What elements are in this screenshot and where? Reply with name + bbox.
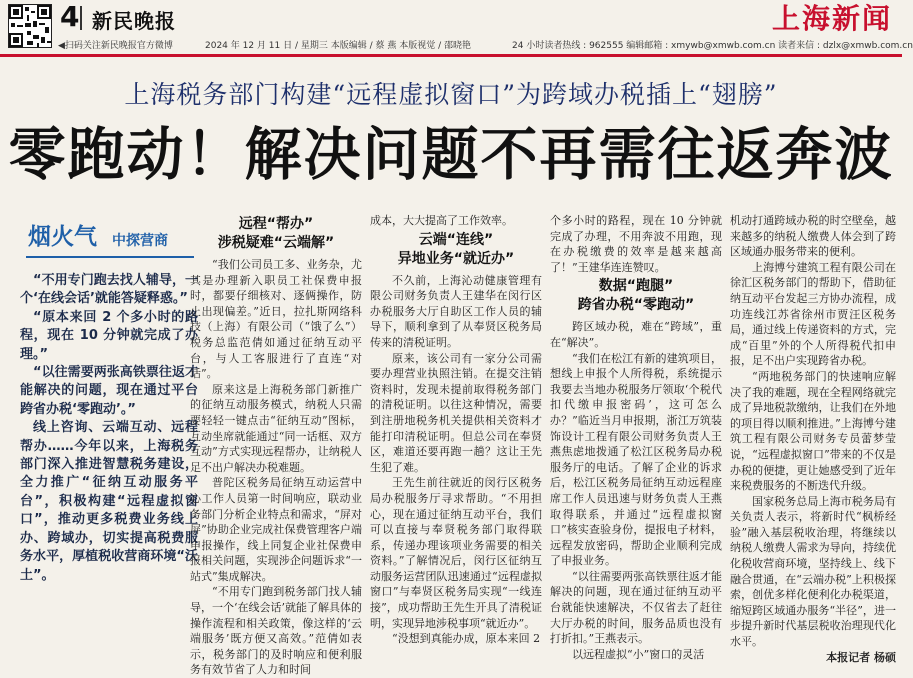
- subhead-remote-help: [190, 215, 362, 253]
- reporter-byline: 本报记者 杨硕: [826, 650, 896, 664]
- page-number: 4: [60, 0, 80, 33]
- masthead-rule: [0, 54, 902, 57]
- lead-paragraph: “不用专门跑去找人辅导，一个‘在线会话’就能答疑释惑。”: [20, 273, 198, 307]
- qr-code-icon[interactable]: [8, 4, 52, 48]
- page-number-divider: [80, 6, 82, 30]
- body-paragraph: 个多小时的路程，现在 10 分钟就完成了办理，不用奔波不用跑，现在办税缴费的效率是越来越高了！”王建华连连赞叹。: [550, 214, 722, 274]
- body-paragraph: “我们公司员工多、业务杂，尤其是办理新入职员工社保费申报时，都要仔细核对、逐俩操作，防止出现偏差。”近日，拉扎斯网络科技（上海）有限公司（“饿了么”）税务总监范倩如通过征纳互动平台，与人工客服进行了直连“对话”。: [190, 258, 362, 381]
- body-paragraph: “没想到真能办成，原本来回 2: [392, 632, 541, 646]
- body-paragraph: “不用专门跑到税务部门找人辅导，一个‘在线会话’就能了解具体的操作流程和相关政策，像这样的‘云端服务’既方便又高效。”范倩如表示，税务部门的及时响应和便利服务有效节省了人力和时间: [190, 585, 362, 677]
- column-badge: [26, 222, 194, 262]
- lead-paragraph: “原本来回 2 个多小时的路程，现在 10 分钟就完成了办理。”: [20, 309, 198, 362]
- body-paragraph: 国家税务总局上海市税务局有关负责人表示，将新时代“枫桥经验”融入基层税收治理，将继续以纳税人缴费人需求为导向，持续优化税收营商环境，坚持线上、线下融合贯通，在“云端办税”上积极探索，创优多样化便利化办税渠道，缩短跨区域通办服务“半径”，进一步提升新时代基层税收治理现代化水平。: [730, 494, 896, 649]
- article-column-2: [370, 213, 542, 645]
- subhead-line: 云端“连线”: [418, 231, 494, 248]
- issue-date-line: 2024 年 12 月 11 日 / 星期三 本版编辑 / 蔡 燕 本版视觉 / 邵晓艳: [205, 41, 471, 51]
- subhead-cloud-connect: [370, 231, 542, 269]
- body-paragraph: 跨区域办税，难在“跨域”，重在“解决”。: [550, 320, 722, 349]
- body-paragraph: 不久前，上海沁动健康管理有限公司财务负责人王建华在闵行区办税服务大厅自助区工作人员的辅导下，顺利拿到了从奉贤区税务局传来的清税证明。: [370, 273, 542, 349]
- body-paragraph: 原来，该公司有一家分公司需要办理营业执照注销。在提交注销资料时，发现未提前取得税务部门的清税证明。以往这种情况，需要到注册地税务机关提供相关资料才能打印清税证明。但总公司在奉贤区，难道还要再跑一趟？这让王先生犯了难。: [370, 351, 542, 474]
- subhead-line: 异地业务“就近办”: [397, 250, 515, 267]
- scan-prompt: ◀扫码关注新民晚报官方微博: [58, 41, 173, 51]
- main-headline: 零跑动！解决问题不再需往返奔波: [8, 122, 894, 188]
- section-title: 上海新闻: [772, 2, 893, 35]
- body-paragraph: 原来这是上海税务部门新推广的征纳互动服务模式，纳税人只需要轻轻一键点击“征纳互动”图标，互动坐席就能通过“同一话框、双方互动”方式实现远程帮办，让纳税人足不出户解决办税难题。: [190, 382, 362, 474]
- column-badge-subtitle: 中探营商: [112, 233, 168, 249]
- body-paragraph: “我们在松江有新的建筑项目，想线上申报个人所得税，系统提示我要去当地办税服务厅领取‘个税代扣代缴申报密码’，这可怎么办？”临近当月申报期，浙江万筑装饰设计工程有限公司财务负责人王燕焦虑地拨通了松江区税务局办税服务厅的电话。了解了企业的诉求后，松江区税务局征纳互动远程座席工作人员迅速与财务负责人王燕取得联系，并通过“远程虚拟窗口”核实查验身份，提报电子材料，远程发放密码，帮助企业顺利完成了申报业务。: [550, 351, 722, 568]
- column-badge-rule: [26, 256, 194, 258]
- body-paragraph: 王先生前往就近的闵行区税务局办税服务厅寻求帮助。“不用担心，现在通过征纳互动平台，我们可以直接与奉贤税务部门取得联系，传递办理该项业务需要的相关资料。”了解情况后，闵行区征纳互动服务运营团队迅速通过“远程虚拟窗口”与奉贤区税务局实现“一线连接”，成功帮助王先生开具了清税证明，实现异地涉税事项“就近办”。: [370, 476, 542, 630]
- article-column-1: [190, 213, 362, 677]
- newspaper-logo: 新民晚报: [92, 9, 176, 33]
- body-paragraph: 上海博兮建筑工程有限公司在徐汇区税务部门的帮助下，借助征纳互动平台发起三方协办流程，成功连线江苏省徐州市贾汪区税务局，通过线上传递资料的方式，完成“百里”外的个人所得税代扣申报，足不出户实现跨省办税。: [730, 260, 896, 368]
- subhead-data-errand: [550, 277, 722, 315]
- article-column-4: [730, 213, 896, 664]
- body-paragraph: 成本，大大提高了工作效率。: [370, 214, 513, 227]
- lead-paragraph: 线上咨询、云端互动、远程帮办……今年以来，上海税务部门深入推进智慧税务建设，全力推广“征纳互动服务平台”，积极构建“远程虚拟窗口”，推动更多税费业务线上办、跨域办，切实提高税费服务水平，厚植税收营商环境“沃土”。: [20, 420, 198, 583]
- subhead-line: 远程“帮办”: [238, 216, 314, 232]
- masthead: [0, 0, 913, 56]
- kicker-headline: 上海税务部门构建“远程虚拟窗口”为跨域办税插上“翅膀”: [124, 80, 778, 109]
- subhead-line: 跨省办税“零跑动”: [577, 297, 695, 314]
- article-column-3: [550, 213, 722, 661]
- body-paragraph: 以远程虚拟“小”窗口的灵活: [572, 647, 705, 661]
- body-paragraph: “以往需要两张高铁票往返才能解决的问题，现在通过征纳互动平台就能快速解决，不仅省去了赶往大厅办税的时间，服务品质也没有打折扣。”王燕表示。: [550, 569, 722, 646]
- body-paragraph: 普陀区税务局征纳互动运营中心工作人员第一时间响应，联动业务部门分析企业特点和需求，“屏对屏”协助企业完成社保费管理客户端申报操作，线上同复企业社保费申报相关问题，实现涉企问题诉求“一站式”集成解决。: [190, 476, 362, 583]
- body-paragraph: 机动打通跨域办税的时空壁垒，越来越多的纳税人缴费人体会到了跨区域通办服务带来的便利。: [730, 214, 896, 259]
- column-badge-title: 烟火气: [28, 223, 97, 250]
- subhead-line: 涉税疑难“云端解”: [217, 235, 335, 251]
- lead-paragraph: “以往需要两张高铁票往返才能解决的问题，现在通过平台跨省办税‘零跑动’。”: [20, 365, 198, 417]
- subhead-line: 数据“跑腿”: [598, 278, 674, 295]
- body-paragraph: “两地税务部门的快速响应解决了我的难题，现在全程网络就完成了异地税款缴纳，让我们在外地的项目得以顺利推进。”上海博兮建筑工程有限公司财务专员蕾梦莹说，“远程虚拟窗口”带来的不仅是办税的便捷，更让她感受到了近年来税费服务的不断迭代升级。: [730, 369, 896, 493]
- reader-hotline-line: 24 小时读者热线 : 962555 编辑邮箱 : xmywb@xmwb.com.cn 读者来信 : dzlx@xmwb.com.cn: [512, 41, 913, 51]
- article-lead: [20, 272, 198, 627]
